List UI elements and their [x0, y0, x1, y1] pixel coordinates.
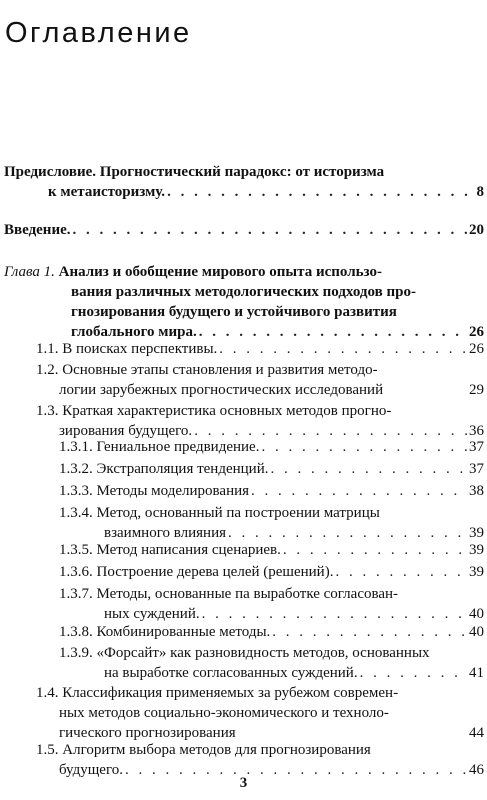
page-title: Оглавление [5, 17, 192, 50]
toc-page-number: 37 [469, 439, 484, 455]
toc-entry-text: Предисловие. Прогностический парадокс: от историзма [4, 164, 385, 180]
toc-entry-text: ных методов социально-экономического и техноло- [59, 705, 389, 721]
toc-entry-1-3 [36, 401, 484, 441]
toc-entry-text: ных суждений. [104, 606, 200, 622]
toc-entry-text: к метаисторизму. [48, 184, 166, 200]
toc-entry-text: вания различных методологических подходов про- [71, 284, 416, 300]
toc-entry-text: Анализ и обобщение мирового опыта использо- [58, 264, 382, 280]
toc-entry-text: 1.3.8. Комбинированные методы. [59, 624, 271, 640]
toc-entry-text: зирования будущего. [59, 423, 193, 439]
toc-page-number: 46 [469, 762, 484, 778]
toc-entry-text: будущего. [59, 762, 123, 778]
toc-entry-text: гнозирования будущего и устойчивого развития [71, 304, 397, 320]
toc-entry-text: 1.3.7. Методы, основанные па выработке согласован- [59, 586, 399, 602]
toc-entry-1-3-2 [59, 459, 484, 479]
toc-entry-text: 1.3.6. Построение дерева целей (решений). [59, 564, 334, 580]
toc-entry-1-3-6 [59, 562, 484, 582]
toc-entry-1-4 [36, 683, 484, 743]
toc-page-number: 40 [469, 624, 484, 640]
toc-entry-1-3-8 [59, 622, 484, 642]
toc-entry-1-3-5 [59, 540, 484, 560]
toc-entry-text: 1.5. Алгоритм выбора методов для прогнозирования [36, 742, 371, 758]
toc-entry-1-3-1 [59, 437, 484, 457]
toc-entry-1-1 [36, 339, 484, 359]
toc-page-number: 44 [469, 725, 484, 741]
toc-page-number: 41 [469, 665, 484, 681]
toc-entry-text: на выработке согласованных суждений. [104, 665, 358, 681]
toc-entry-text: 1.3.1. Гениальное предвидение. [59, 439, 260, 455]
toc-page-number: 36 [469, 423, 484, 439]
toc-entry-text: 1.3.3. Методы моделирования [59, 483, 250, 499]
dot-leader [283, 540, 467, 560]
dot-leader [167, 182, 474, 202]
toc-entry-intro [4, 220, 484, 240]
toc-entry-chapter-1 [4, 262, 484, 342]
toc-entry-text: 1.3.9. «Форсайт» как разновидность методов, основанных [59, 645, 430, 661]
dot-leader [219, 339, 467, 359]
toc-page-number: 29 [469, 382, 484, 398]
toc-entry-preface [4, 162, 484, 202]
toc-entry-text: гического прогнозирования [59, 725, 236, 741]
dot-leader [73, 220, 467, 240]
toc-entry-1-3-9 [59, 643, 484, 683]
dot-leader [360, 663, 467, 683]
toc-entry-1-2 [36, 360, 484, 400]
page-number: 3 [239, 775, 248, 791]
dot-leader [251, 481, 467, 501]
toc-page-number: 39 [469, 525, 484, 541]
dot-leader [335, 562, 467, 582]
chapter-label: Глава 1. [4, 264, 55, 280]
toc-entry-1-3-4 [59, 503, 484, 543]
toc-entry-1-5 [36, 740, 484, 780]
dot-leader [270, 459, 467, 479]
toc-page-number: 38 [469, 483, 484, 499]
toc-entry-text: 1.4. Классификация применяемых за рубежом современ- [36, 685, 399, 701]
toc-page-number: 8 [476, 184, 484, 200]
toc-page-number: 20 [469, 222, 484, 238]
toc-entry-1-3-7 [59, 584, 484, 624]
toc-entry-1-3-3 [59, 481, 484, 501]
toc-page-number: 26 [469, 324, 484, 340]
toc-entry-text: Введение. [4, 222, 71, 238]
toc-page-number: 39 [469, 542, 484, 558]
toc-entry-text: 1.2. Основные этапы становления и развития методо- [36, 362, 378, 378]
toc-page-number: 26 [469, 341, 484, 357]
toc-page-number: 40 [469, 606, 484, 622]
toc-page-number: 39 [469, 564, 484, 580]
toc-entry-text: логии зарубежных прогностических исследований [59, 382, 384, 398]
dot-leader [272, 622, 467, 642]
toc-entry-text: 1.3.2. Экстраполяция тенденций. [59, 461, 269, 477]
toc-entry-text: 1.1. В поисках перспективы. [36, 341, 218, 357]
toc-page-number: 37 [469, 461, 484, 477]
dot-leader [261, 437, 467, 457]
toc-entry-text: взаимного влияния [104, 525, 226, 541]
toc-entry-text: 1.3. Краткая характеристика основных методов прогно- [36, 403, 392, 419]
toc-entry-text: 1.3.5. Метод написания сценариев. [59, 542, 281, 558]
toc-entry-text: глобального мира. [71, 324, 197, 340]
toc-entry-text: 1.3.4. Метод, основанный па построении матрицы [59, 505, 380, 521]
dot-leader [202, 604, 467, 624]
